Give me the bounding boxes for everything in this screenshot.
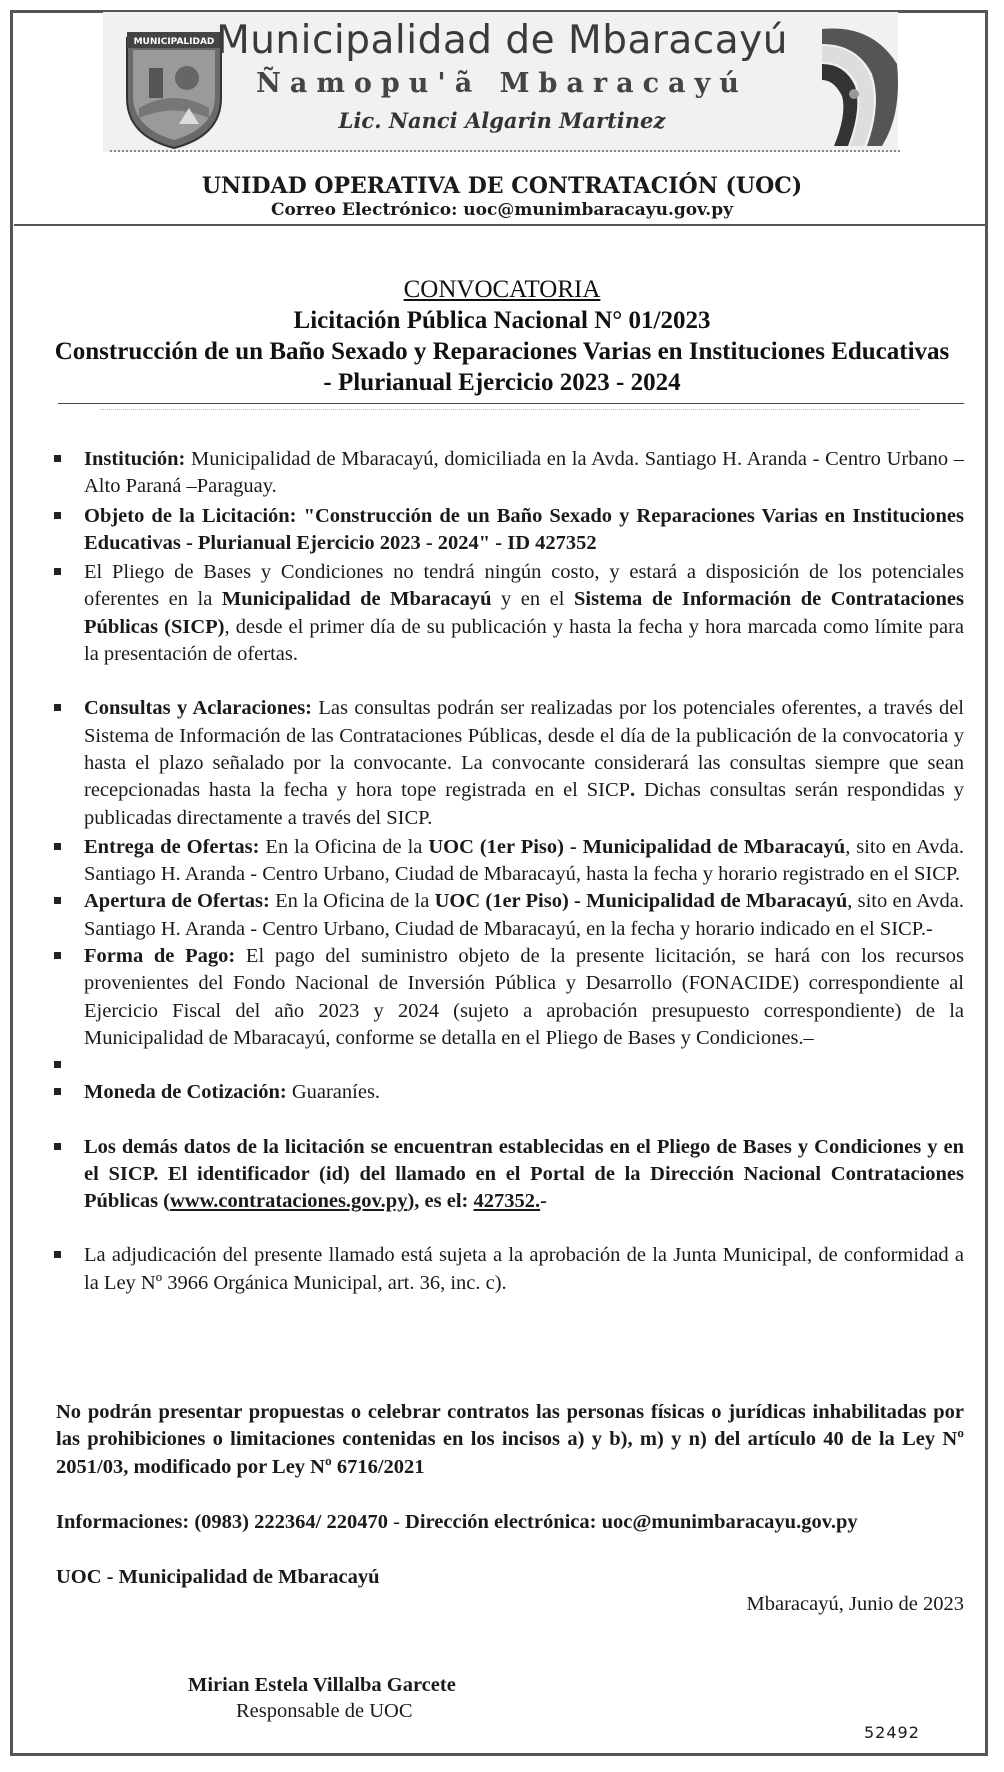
institucion-text: Municipalidad de Mbaracayú, domiciliada en la Avda. Santiago H. Aranda - Centro Urbano – Alto Paraná –Paraguay. [84, 448, 964, 498]
list-item-empty [40, 1052, 964, 1079]
pliego-text-2: y en el [491, 588, 574, 611]
apertura-text-2: , sito en Avda. Santiago H. Aranda - Centro Urbano, Ciudad de Mbaracayú, en la fecha y horario indicado en el SICP.- [84, 890, 964, 940]
list-item-entrega [40, 834, 964, 889]
objeto-text: Objeto de la Licitación: "Construcción de un Baño Sexado y Reparaciones Varias en Instituciones Educativas - Plurianual Ejercicio 2023 - 2024" - ID 427352 [84, 504, 964, 554]
contact-info [56, 1511, 858, 1534]
list-item-demas [40, 1134, 964, 1216]
mayor-name: Lic. Nanci Algarin Martinez [338, 108, 666, 133]
list-item-consultas [40, 695, 964, 831]
pliego-bold-1: Municipalidad de Mbaracayú [221, 588, 492, 611]
contrataciones-link[interactable]: www.contrataciones.gov.py [170, 1190, 408, 1213]
consultas-dot: . [630, 779, 636, 802]
entrega-text-1: En la Oficina de la [259, 835, 429, 858]
uoc-email: Correo Electrónico: uoc@munimbaracayu.gov.py [271, 200, 733, 220]
list-item-pliego [40, 559, 964, 668]
consultas-label: Consultas y Aclaraciones: [84, 697, 313, 720]
tender-number: Licitación Pública Nacional N° 01/2023 [293, 307, 711, 334]
demas-text-1: Los demás datos de la licitación se encuentran establecidas en el Pliego de Bases y Condiciones y en el SICP. El identificador (id) del llamado en el Portal de la Dirección Nacional Contrataciones Públicas ( [84, 1135, 964, 1213]
emblem-label: MUNICIPALIDAD [133, 37, 215, 47]
tender-subject-line2: - Plurianual Ejercicio 2023 - 2024 [323, 369, 681, 396]
demas-text-3: - [540, 1190, 547, 1213]
list-item-apertura [40, 888, 964, 943]
pliego-text-1: El Pliego de Bases y Condiciones no tendrá ningún costo, y estará a disposición de los potenciales oferentes en la [84, 561, 964, 611]
contact-dash: - [387, 1511, 406, 1533]
prohibition-notice: No podrán presentar propuestas o celebrar contratos las personas físicas o jurídicas inhabilitadas por las prohibiciones o limitaciones contenidas en los incisos a) y b), m) y n) del artículo 40 de la Ley Nº 2051/03, modificado por Ley Nº 6716/2021 [56, 1401, 964, 1478]
convocatoria-heading: CONVOCATORIA [403, 276, 601, 303]
tender-subject-line1: Construcción de un Baño Sexado y Reparaciones Varias en Instituciones Educativas [54, 338, 950, 365]
pago-label: Forma de Pago: [84, 945, 236, 968]
entrega-bold-1: UOC (1er Piso) - Municipalidad de Mbaracayú [428, 835, 846, 858]
municipality-title: Municipalidad de Mbaracayú [216, 18, 788, 63]
list-item-adjudicacion [40, 1242, 964, 1297]
institucion-label: Institución: [84, 448, 186, 470]
moneda-text: Guaraníes. [286, 1081, 381, 1104]
place-date: Mbaracayú, Junio de 2023 [746, 1593, 964, 1615]
list-item-institucion [40, 446, 964, 501]
moneda-label: Moneda de Cotización: [84, 1081, 287, 1104]
header-dotted-rule [110, 150, 900, 152]
entrega-label: Entrega de Ofertas: [84, 835, 260, 858]
apertura-bold-1: UOC (1er Piso) - Municipalidad de Mbaracayú [434, 890, 848, 913]
pliego-bold-2: Sistema de Información de Contrataciones Públicas (SICP) [84, 588, 964, 638]
contact-email: Dirección electrónica: uoc@munimbaracayu.gov.py [405, 1511, 858, 1533]
apertura-label: Apertura de Ofertas: [84, 890, 270, 913]
contact-phones: Informaciones: (0983) 222364/ 220470 [56, 1511, 388, 1533]
convocatoria-heading-block [40, 274, 964, 398]
title-divider [58, 403, 964, 404]
pliego-text-3: , desde el primer día de su publicación y hasta la fecha y hora marcada como límite para la presentación de ofertas. [84, 615, 964, 666]
uoc-title: UNIDAD OPERATIVA DE CONTRATACIÓN (UOC) [201, 173, 803, 199]
apertura-text-1: En la Oficina de la [269, 890, 435, 913]
signer-role: Responsable de UOC [236, 1700, 413, 1722]
consultas-text-2: Dichas consultas serán respondidas y publicadas directamente a través del SICP. [84, 779, 964, 829]
signer-name: Mirian Estela Villalba Garcete [188, 1674, 456, 1696]
entrega-text-2: , sito en Avda. Santiago H. Aranda - Centro Urbano, Ciudad de Mbaracayú, hasta la fecha y horario registrado en el SICP. [84, 835, 964, 886]
tender-id: 427352. [473, 1190, 541, 1213]
tender-details-list [40, 446, 964, 1297]
title-faint-rule [100, 409, 920, 410]
list-item-moneda [40, 1079, 964, 1106]
header-divider [14, 224, 986, 226]
footer-organization: UOC - Municipalidad de Mbaracayú [56, 1566, 380, 1588]
guarani-name: Ñamopu'ã Mbaracayú [256, 68, 748, 99]
list-item-pago [40, 943, 964, 1052]
demas-text-2: ), es el: [407, 1190, 474, 1213]
publication-code: 52492 [864, 1723, 920, 1742]
adjudicacion-text: La adjudicación del presente llamado está sujeta a la aprobación de la Junta Municipal, de conformidad a la Ley Nº 3966 Orgánica Municipal, art. 36, inc. c). [84, 1244, 964, 1294]
list-item-objeto [40, 503, 964, 558]
consultas-text-1: Las consultas podrán ser realizadas por los potenciales oferentes, a través del Sistema de Información de las Contrataciones Públicas, desde el día de la publicación de la convocatoria y hasta el plazo señalado por la convocante. La convocante considerará las consultas siempre que sean recepcionadas hasta la fecha y hora tope registrada en el SICP [84, 697, 965, 802]
pago-text: El pago del suministro objeto de la presente licitación, se hará con los recursos provenientes del Fondo Nacional de Inversión Pública y Desarrollo (FONACIDE) correspondiente al Ejercicio Fiscal del año 2023 y 2024 (sujeto a aprobación presupuesto correspondiente) de la Municipalidad de Mbaracayú, conforme se detalla en el Pliego de Bases y Condiciones.– [84, 945, 965, 1049]
